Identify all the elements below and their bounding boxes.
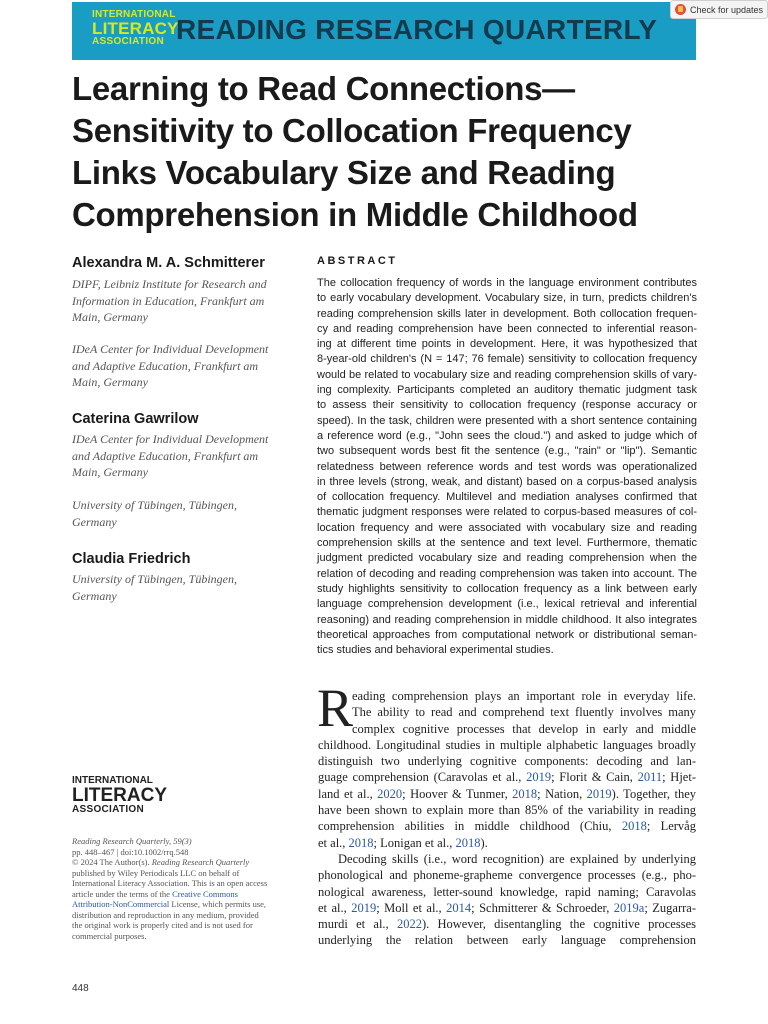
body-line: phonological and phoneme-grapheme convergence processes (e.g., pho- — [318, 868, 696, 883]
author-affiliation — [72, 497, 302, 530]
journal-title: READING RESEARCH QUARTERLY — [176, 14, 658, 45]
ila-logo — [92, 9, 179, 47]
affiliation-line: IDeA Center for Individual Development — [72, 432, 269, 446]
abstract-line: tics studies and behavioral experimental studies. — [317, 644, 554, 657]
body-line: murdi et al., 2022). However, disentangling the cognitive processes — [318, 917, 696, 932]
abstract-line: cy and reading comprehension have been connected to inferential reason- — [317, 322, 697, 335]
logo-line-association: ASSOCIATION — [72, 804, 145, 815]
abstract-line: in three levels (strong, weak, and distant) based on a corpus-based analysis — [317, 475, 697, 488]
body-line: et al., 2019; Moll et al., 2014; Schmitterer & Schroeder, 2019a; Zugarra- — [318, 900, 696, 915]
body-line: childhood. Longitudinal studies in multiple alphabetic languages broadly — [318, 737, 696, 752]
abstract-line: to early vocabulary development. Vocabulary size, in turn, predicts children's — [317, 292, 697, 305]
ila-logo-footer — [72, 776, 167, 815]
author-affiliation — [72, 431, 302, 481]
abstract-line: study highlights sensitivity to collocation frequency as a link between early — [317, 582, 697, 595]
affiliation-line: and Adaptive Education, Frankfurt am — [72, 448, 259, 463]
body-line: underlying the relation between early language comprehension — [318, 933, 696, 948]
citation-copyright — [72, 857, 292, 868]
body-line: comprehension abilities in middle childhood (Chiu, 2018; Lervåg — [318, 819, 696, 834]
article-title — [72, 68, 712, 236]
affiliation-line: University of Tübingen, Tübingen, — [72, 572, 237, 586]
citation-line: published by Wiley Periodicals LLC on behalf of — [72, 867, 240, 878]
creative-commons-link[interactable]: Creative Commons — [172, 888, 238, 899]
abstract-line: The collocation frequency of words in the language environment contributes — [317, 277, 697, 289]
title-line: Comprehension in Middle Childhood — [72, 196, 638, 233]
citation-block — [72, 836, 292, 941]
logo-line-association: ASSOCIATION — [92, 36, 165, 47]
attribution-noncommercial-link[interactable]: Attribution-NonCommercial — [72, 899, 170, 909]
affiliation-line: Main, Germany — [72, 465, 148, 479]
citation-journal: Reading Research Quarterly, 59(3) — [72, 836, 192, 846]
abstract-line: would be related to vocabulary size and reading comprehension skills of vary- — [317, 368, 697, 381]
affiliation-line: Information in Education, Frankfurt am — [72, 293, 265, 308]
affiliation-line: Main, Germany — [72, 375, 148, 389]
abstract-line: ing complexity. Participants completed an auditory thematic judgment task — [317, 384, 697, 397]
abstract-line: judgment predicted vocabulary size and reading comprehension when the — [317, 552, 697, 565]
abstract-line: a reference word (e.g., "John sees the cloud.") and asked to judge which of — [317, 429, 697, 442]
affiliation-line: and Adaptive Education, Frankfurt am — [72, 358, 259, 373]
logo-line-literacy: LITERACY — [72, 785, 167, 806]
affiliation-line: DIPF, Leibniz Institute for Research and — [72, 277, 267, 291]
citation-line: distribution and reproduction in any medium, provided — [72, 909, 259, 920]
body-line: land et al., 2020; Hoover & Tunmer, 2018; Nation, 2019). Together, they — [318, 786, 697, 801]
abstract-line: location frequency and were associated with vocabulary size and reading — [317, 521, 697, 534]
page-number: 448 — [72, 983, 89, 994]
abstract-line: relatedness between reference words and test words was operationalized — [317, 460, 697, 473]
title-line: Learning to Read Connections— — [72, 70, 575, 107]
abstract-heading: ABSTRACT — [317, 255, 398, 267]
body-line: nological awareness, letter-sound knowledge, rapid naming; Caravolas — [318, 884, 696, 899]
copyright-journal: Reading Research Quarterly — [151, 857, 250, 867]
logo-line-international: INTERNATIONAL — [72, 775, 153, 786]
abstract-line: reading comprehension skills later in development. Both collocation frequen- — [317, 307, 697, 320]
affiliation-line: Main, Germany — [72, 310, 148, 324]
affiliation-line: Germany — [72, 588, 117, 603]
abstract-line: ing at different time points in development. Here, it was hypothesized that — [317, 338, 697, 351]
author-name: Alexandra M. A. Schmitterer — [72, 255, 265, 271]
body-line: have been shown to explain more than 85% of the variability in reading — [318, 803, 696, 818]
license-text: article under the terms of the — [72, 888, 173, 899]
author-name: Caterina Gawrilow — [72, 411, 199, 427]
body-line: The ability to read and comprehend text fluently involves many — [352, 705, 696, 720]
check-for-updates-button[interactable] — [670, 0, 768, 19]
author-name: Claudia Friedrich — [72, 551, 191, 567]
author-affiliation — [72, 571, 302, 604]
body-line: et al., 2018; Lonigan et al., 2018). — [318, 835, 488, 850]
citation-line — [72, 889, 292, 900]
citation-line: commercial purposes. — [72, 930, 147, 941]
body-line: complex cognitive processes that develop in early and middle — [352, 721, 696, 736]
abstract-line: theoretical approaches from computational network or distributional seman- — [317, 628, 697, 641]
author-affiliation — [72, 341, 302, 391]
logo-line-literacy: LITERACY — [92, 19, 179, 38]
abstract-line: language comprehension development (i.e., lexical retrieval and inferential — [317, 598, 697, 611]
body-line: eading comprehension plays an important role in everyday life. — [352, 689, 696, 703]
abstract-line: relation of decoding and reading comprehension was taken into account. The — [317, 567, 697, 580]
abstract-line: comprehension skills at the sentence and text level. Furthermore, thematic — [317, 537, 697, 550]
body-text — [318, 688, 696, 949]
copyright-text: © 2024 The Author(s). — [72, 857, 152, 867]
abstract-line: thematic judgment responses were related to corpus-based measures of col- — [317, 506, 697, 519]
license-text: License, which permits use, — [169, 899, 267, 909]
crossmark-icon — [675, 4, 686, 15]
citation-line: International Literacy Association. This is an open access — [72, 878, 268, 888]
logo-line-international: INTERNATIONAL — [92, 9, 176, 20]
abstract-line: speed). In the task, children were presented with a short sentence containing — [317, 414, 697, 427]
affiliation-line: IDeA Center for Individual Development — [72, 342, 269, 356]
abstract-text — [317, 276, 697, 658]
check-for-updates-label: Check for updates — [690, 4, 764, 15]
drop-cap: R — [317, 678, 354, 738]
body-line: guage comprehension (Caravolas et al., 2019; Florit & Cain, 2011; Hjet- — [318, 770, 696, 785]
abstract-line: to assess their sensitivity to collocation frequency (response accuracy or — [317, 399, 697, 412]
abstract-line: 8-year-old children's (N = 147; 76 female) sensitivity to collocation frequency — [317, 353, 697, 366]
body-line: Decoding skills (i.e., word recognition) are explained by underlying — [338, 851, 696, 866]
body-line: distinguish two underlying cognitive components: decoding and lan- — [318, 754, 696, 769]
title-line: Links Vocabulary Size and Reading — [72, 154, 616, 191]
abstract-line: reasoning) and reading comprehension in middle childhood. It also integrates — [317, 613, 697, 626]
abstract-line: of collocation frequency. Multilevel and mediation analyses confirmed that — [317, 491, 697, 504]
abstract-line: two subsequent words best fit the sentence (e.g., "rain" or "lip"). Semantic — [317, 445, 697, 458]
title-line: Sensitivity to Collocation Frequency — [72, 112, 632, 149]
citation-line — [72, 899, 292, 910]
affiliation-line: Germany — [72, 514, 117, 529]
affiliation-line: University of Tübingen, Tübingen, — [72, 498, 237, 512]
author-affiliation — [72, 276, 302, 326]
citation-pages: pp. 448–467 | doi:10.1002/rrq.548 — [72, 846, 189, 857]
citation-line: the original work is properly cited and is not used for — [72, 920, 253, 930]
